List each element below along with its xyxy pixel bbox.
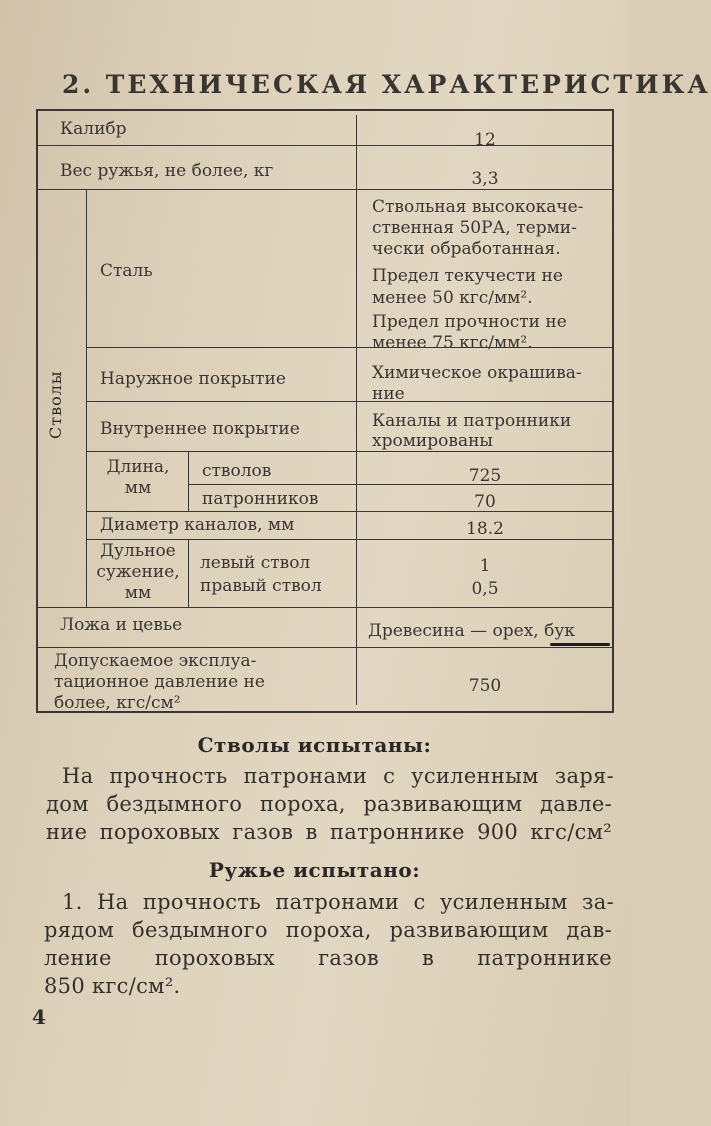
weight-value: 3,3 [471, 169, 499, 189]
row-divider [38, 607, 612, 608]
steel-line: Ствольная высококаче- [372, 197, 584, 217]
inner-coating-line: Каналы и патронники [372, 411, 572, 431]
chambers-length-label: патронников [202, 489, 319, 509]
gun-tested-heading: Ружье испытано: [208, 858, 421, 882]
gun-tested-paragraph [44, 972, 612, 1000]
column-divider [86, 189, 87, 607]
steel-line: менее 50 кгс/мм². [372, 288, 533, 308]
right-barrel-label: правый ствол [200, 576, 322, 596]
bore-value: 18.2 [466, 519, 504, 539]
steel-line: менее 75 кгс/мм². [372, 333, 533, 353]
left-barrel-label: левый ствол [200, 553, 311, 573]
steel-line: чески обработанная. [372, 239, 561, 259]
inner-coating-line: хромированы [372, 431, 493, 451]
barrels-tested-paragraph [46, 790, 612, 818]
paragraph-line: дом бездымного пороха, развивающим давле- [46, 792, 612, 816]
bore-label: Диаметр каналов, мм [100, 515, 295, 535]
pressure-label: более, кгс/см² [54, 693, 181, 713]
row-divider [38, 647, 612, 648]
barrels-group-label: Стволы [46, 370, 65, 439]
pressure-value: 750 [468, 676, 502, 696]
choke-label: сужение, [96, 562, 180, 582]
chambers-length-value: 70 [474, 492, 496, 512]
paragraph-line: 850 кгс/см². [44, 974, 181, 998]
row-divider [86, 451, 612, 452]
column-divider [188, 539, 189, 607]
choke-unit: мм [124, 583, 152, 603]
gun-tested-paragraph [44, 916, 612, 944]
specs-table [36, 109, 614, 713]
steel-label: Сталь [100, 261, 153, 281]
barrels-tested-paragraph [62, 762, 614, 790]
paragraph-line: На прочность патронами с усиленным заря- [62, 764, 614, 788]
stock-value: Древесина — орех, бук [368, 621, 575, 641]
caliber-value: 12 [474, 130, 496, 150]
outer-coating-label: Наружное покрытие [100, 369, 286, 389]
column-divider [188, 451, 189, 511]
gun-tested-paragraph [62, 888, 614, 916]
barrels-tested-paragraph [46, 818, 612, 846]
barrels-length-label: стволов [202, 461, 272, 481]
pen-underline-mark [550, 643, 610, 646]
length-unit: мм [124, 478, 152, 498]
steel-line: Предел текучести не [372, 266, 563, 286]
barrels-length-value: 725 [468, 466, 502, 486]
caliber-label: Калибр [60, 119, 127, 139]
pressure-label: Допускаемое эксплуа- [54, 651, 257, 671]
paragraph-line: ление пороховых газов в патроннике [44, 946, 612, 970]
steel-line: ственная 50РА, терми- [372, 218, 577, 238]
section-title: 2. ТЕХНИЧЕСКАЯ ХАРАКТЕРИСТИКА [62, 70, 711, 99]
outer-coating-line: ние [372, 384, 405, 404]
paragraph-line: 1. На прочность патронами с усиленным за- [62, 890, 614, 914]
paragraph-line: ние пороховых газов в патроннике 900 кгс/см² [46, 820, 612, 844]
length-label: Длина, [106, 457, 170, 477]
left-barrel-choke-value: 1 [479, 556, 491, 576]
column-divider [356, 115, 357, 705]
gun-tested-paragraph [44, 944, 612, 972]
right-barrel-choke-value: 0,5 [471, 579, 499, 599]
pressure-label: тационное давление не [54, 672, 265, 692]
inner-coating-label: Внутреннее покрытие [100, 419, 300, 439]
outer-coating-line: Химическое окрашива- [372, 363, 582, 383]
steel-line: Предел прочности не [372, 312, 567, 332]
row-divider [86, 401, 612, 402]
page-number: 4 [32, 1005, 46, 1029]
weight-label: Вес ружья, не более, кг [60, 161, 274, 181]
choke-label: Дульное [100, 541, 176, 561]
stock-label: Ложа и цевье [60, 615, 183, 635]
paragraph-line: рядом бездымного пороха, развивающим дав- [44, 918, 612, 942]
row-divider [86, 347, 612, 348]
barrels-tested-heading: Стволы испытаны: [197, 733, 432, 757]
